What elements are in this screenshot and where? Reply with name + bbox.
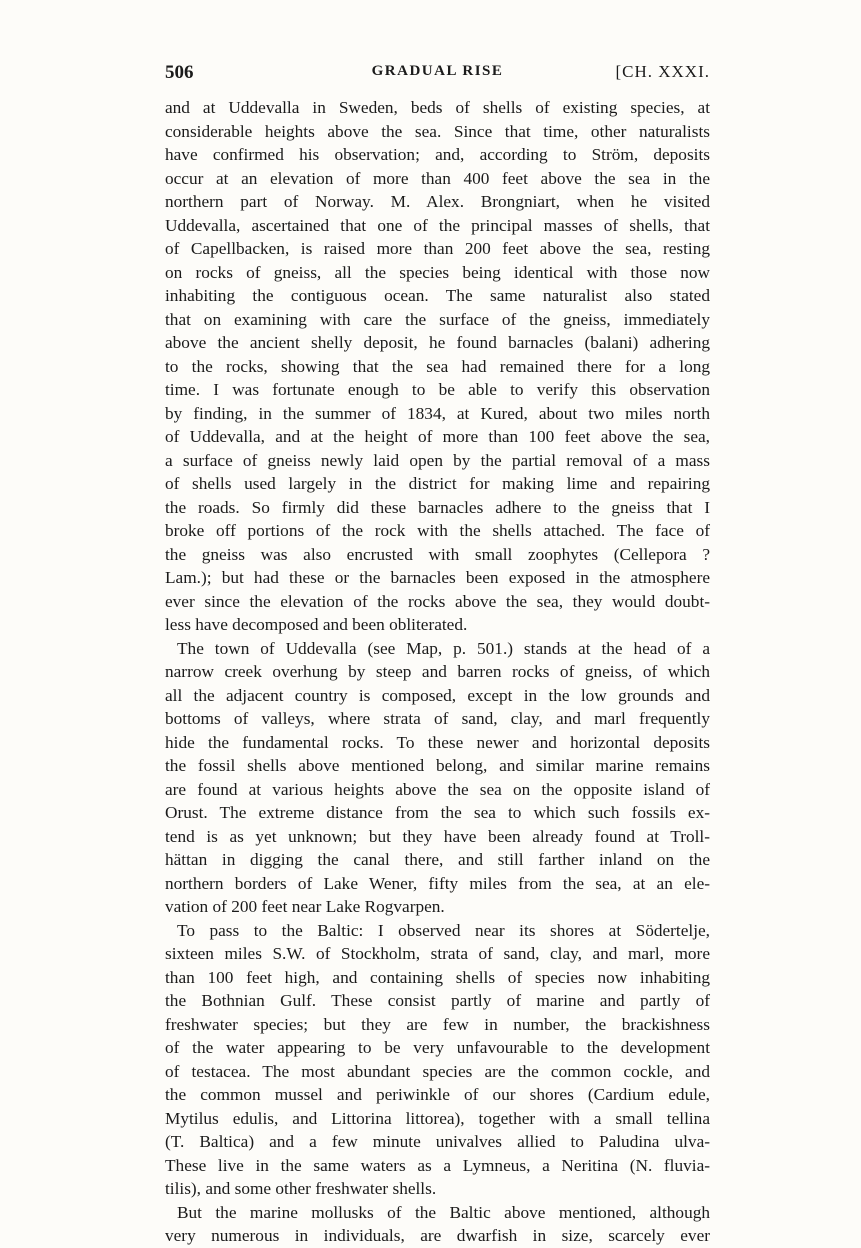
text-line: to the rocks, showing that the sea had remained there for a long (165, 356, 710, 376)
text-line: hide the fundamental rocks. To these newer and horizontal deposits (165, 732, 710, 752)
text-line: the common mussel and periwinkle of our shores (Cardium edule, (165, 1085, 710, 1104)
running-title: GRADUAL RISE (371, 63, 504, 79)
text-line: The town of Uddevalla (see Map, p. 501.) stands at the head of a (177, 638, 710, 658)
text-line: on rocks of gneiss, all the species being identical with those now (165, 262, 710, 282)
text-line: sixteen miles S.W. of Stockholm, strata of sand, clay, and marl, more (165, 944, 710, 963)
text-line: of the water appearing to be very unfavourable to the development (165, 1038, 710, 1057)
text-line: and at Uddevalla in Sweden, beds of shells of existing species, at (165, 98, 710, 117)
page-number: 506 (165, 62, 194, 83)
text-line: Uddevalla, ascertained that one of the principal masses of shells, that (165, 215, 710, 235)
text-line: of shells used largely in the district for making lime and repairing (165, 474, 710, 493)
text-line: These live in the same waters as a Lymneus, a Neritina (N. fluvia- (165, 1155, 710, 1175)
text-line: are found at various heights above the sea on the opposite island of (165, 779, 710, 799)
text-line: inhabiting the contiguous ocean. The same naturalist also stated (165, 286, 710, 305)
text-line: time. I was fortunate enough to be able to verify this observation (165, 380, 710, 399)
text-line: Lam.); but had these or the barnacles been exposed in the atmosphere (165, 568, 710, 587)
text-line: above the ancient shelly deposit, he found barnacles (balani) adhering (165, 333, 710, 352)
text-line: Mytilus edulis, and Littorina littorea), together with a small tellina (165, 1108, 710, 1128)
text-line: by finding, in the summer of 1834, at Kured, about two miles north (165, 403, 710, 423)
text-line: have confirmed his observation; and, according to Ström, deposits (165, 145, 710, 164)
text-line: the gneiss was also encrusted with small zoophytes (Cellepora ? (165, 544, 710, 564)
chapter-label: [CH. XXXI. (615, 62, 710, 81)
text-line: a surface of gneiss newly laid open by the partial removal of a mass (165, 450, 710, 470)
text-line: bottoms of valleys, where strata of sand, clay, and marl frequently (165, 709, 710, 728)
text-line: tend is as yet unknown; but they have been already found at Troll- (165, 826, 710, 846)
text-line: Orust. The extreme distance from the sea to which such fossils ex- (165, 803, 710, 822)
text-line: the roads. So firmly did these barnacles adhere to the gneiss that I (165, 497, 710, 517)
text-line: vation of 200 feet near Lake Rogvarpen. (165, 897, 445, 916)
running-header (165, 62, 710, 86)
text-line: of Uddevalla, and at the height of more than 100 feet above the sea, (165, 427, 710, 446)
text-line: considerable heights above the sea. Since that time, other naturalists (165, 121, 710, 141)
text-line: less have decomposed and been obliterated. (165, 615, 468, 634)
text-line: hättan in digging the canal there, and still farther inland on the (165, 850, 710, 869)
page-body-text (165, 96, 710, 1248)
text-line: (T. Baltica) and a few minute univalves allied to Paludina ulva- (165, 1132, 710, 1151)
text-line: tilis), and some other freshwater shells. (165, 1179, 437, 1198)
text-line: of Capellbacken, is raised more than 200 feet above the sea, resting (165, 239, 710, 258)
text-line: that on examining with care the surface of the gneiss, immediately (165, 309, 710, 329)
text-line: all the adjacent country is composed, except in the low grounds and (165, 685, 710, 705)
text-line: northern part of Norway. M. Alex. Brongniart, when he visited (165, 192, 710, 211)
text-line: But the marine mollusks of the Baltic above mentioned, although (177, 1202, 710, 1222)
text-line: occur at an elevation of more than 400 feet above the sea in the (165, 168, 710, 188)
text-line: of testacea. The most abundant species are the common cockle, and (165, 1061, 710, 1081)
text-line: To pass to the Baltic: I observed near its shores at Södertelje, (177, 920, 710, 940)
text-line: very numerous in individuals, are dwarfish in size, scarcely ever (165, 1226, 710, 1245)
text-line: northern borders of Lake Wener, fifty miles from the sea, at an ele- (165, 873, 710, 893)
text-line: ever since the elevation of the rocks above the sea, they would doubt- (165, 591, 710, 611)
text-line: the fossil shells above mentioned belong, and similar marine remains (165, 756, 710, 775)
text-line: narrow creek overhung by steep and barren rocks of gneiss, of which (165, 662, 710, 681)
text-line: the Bothnian Gulf. These consist partly of marine and partly of (165, 991, 710, 1010)
text-line: freshwater species; but they are few in number, the brackishness (165, 1014, 710, 1034)
text-line: broke off portions of the rock with the shells attached. The face of (165, 521, 710, 540)
text-line: than 100 feet high, and containing shells of species now inhabiting (165, 967, 710, 987)
